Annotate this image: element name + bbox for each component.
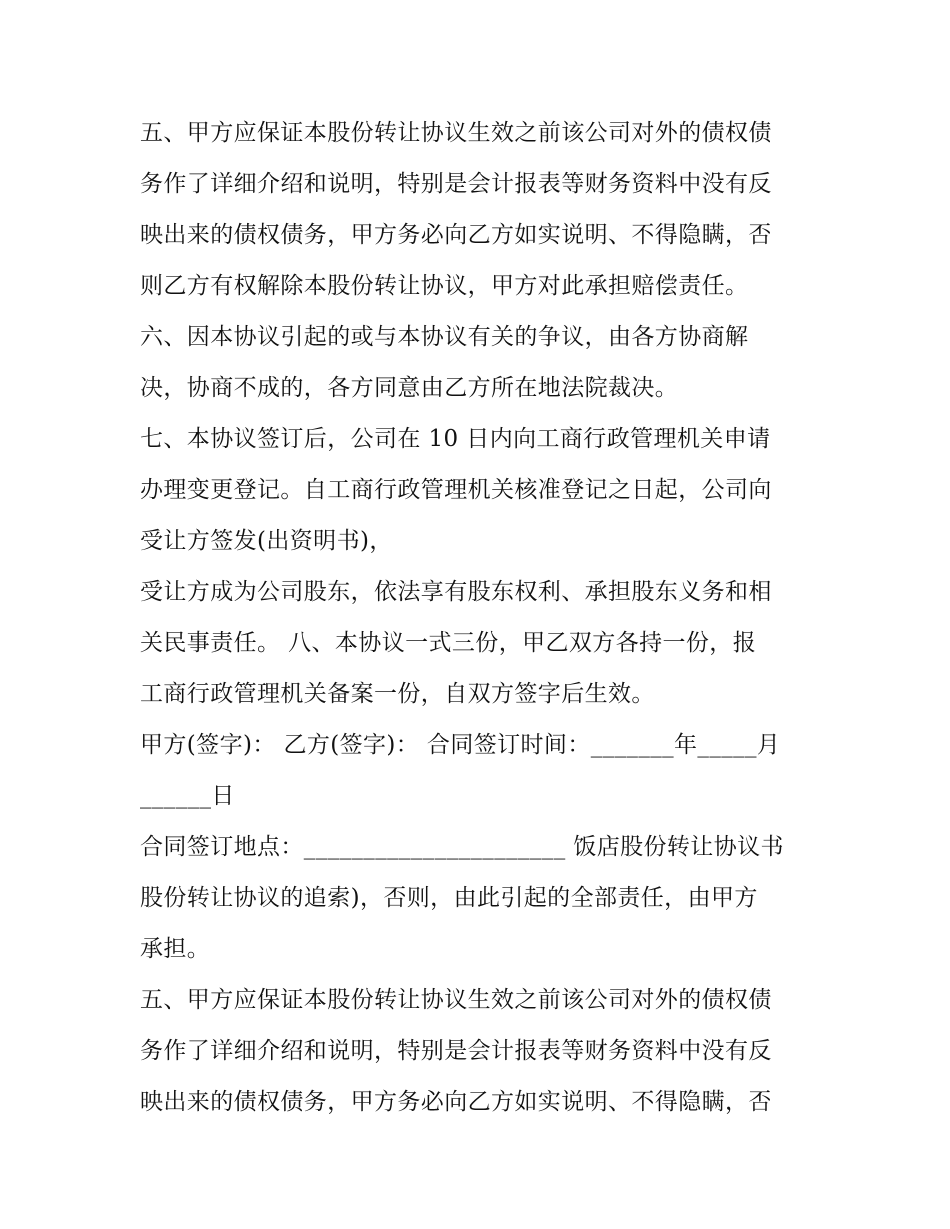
text-line: 务作了详细介绍和说明，特别是会计报表等财务资料中没有反 <box>140 1038 772 1064</box>
text-line: 六、因本协议引起的或与本协议有关的争议，由各方协商解 <box>140 324 749 350</box>
text-line: 决，协商不成的，各方同意由乙方所在地法院裁决。 <box>140 375 679 401</box>
text-line: 受让方成为公司股东，依法享有股东权利、承担股东义务和相 <box>140 579 772 605</box>
text-line: 股份转让协议的追索)，否则，由此引起的全部责任，由甲方 <box>140 885 758 911</box>
text-line: 关民事责任。 八、本协议一式三份，甲乙双方各持一份，报 <box>140 630 757 656</box>
text-line: 务作了详细介绍和说明，特别是会计报表等财务资料中没有反 <box>140 171 772 197</box>
document-body <box>140 108 820 1128</box>
clause-seven-paragraph <box>140 414 820 567</box>
text-line: 七、本协议签订后，公司在 10 日内向工商行政管理机关申请 <box>140 426 771 452</box>
text-line: 五、甲方应保证本股份转让协议生效之前该公司对外的债权债 <box>140 987 772 1013</box>
text-line: 办理变更登记。自工商行政管理机关核准登记之日起，公司向 <box>140 477 772 503</box>
signature-paragraph <box>140 720 820 822</box>
date-blank-line: ______日 <box>140 783 235 809</box>
clause-five-paragraph <box>140 108 820 312</box>
signing-location-line: 合同签订地点：______________________ 饭店股份转让协议书 <box>140 834 784 860</box>
signature-line: 甲方(签字)： 乙方(签字)： 合同签订时间：_______年_____月 <box>140 732 781 758</box>
text-line: 映出来的债权债务，甲方务必向乙方如实说明、不得隐瞒，否 <box>140 1089 772 1115</box>
text-line: 五、甲方应保证本股份转让协议生效之前该公司对外的债权债 <box>140 120 772 146</box>
clause-six-paragraph <box>140 312 820 414</box>
text-line: 映出来的债权债务，甲方务必向乙方如实说明、不得隐瞒，否 <box>140 222 772 248</box>
text-line: 工商行政管理机关备案一份，自双方签字后生效。 <box>140 681 655 707</box>
text-line: 受让方签发(出资明书)， <box>140 528 393 554</box>
text-line: 承担。 <box>140 936 211 962</box>
text-line: 则乙方有权解除本股份转让协议，甲方对此承担赔偿责任。 <box>140 273 749 299</box>
signing-location-paragraph <box>140 822 820 975</box>
shareholder-rights-paragraph <box>140 567 820 720</box>
clause-five-repeat-paragraph <box>140 975 820 1128</box>
